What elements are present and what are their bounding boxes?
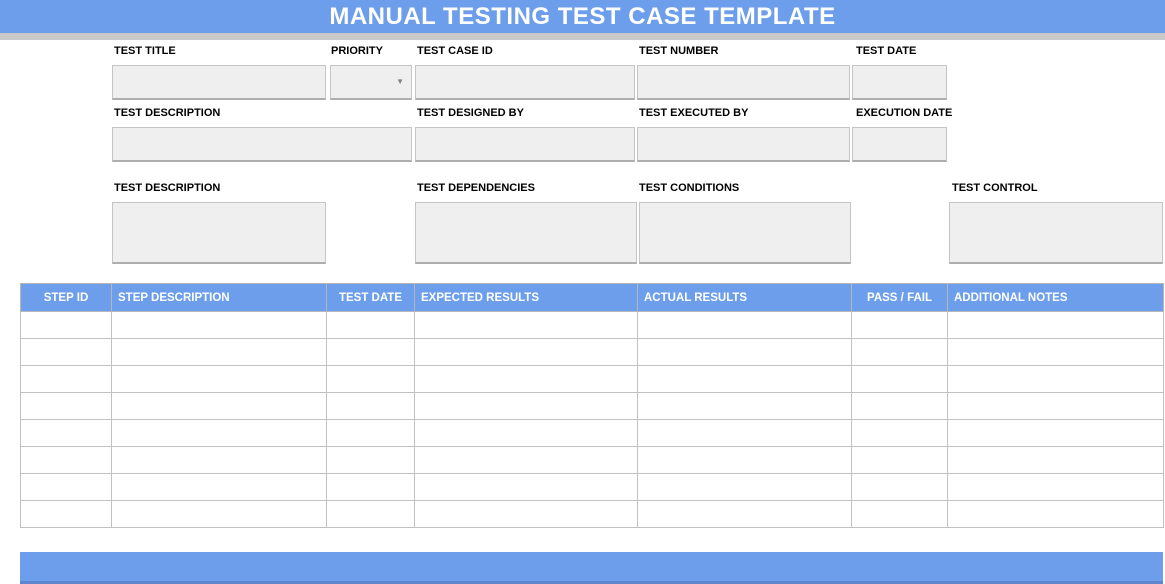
table-cell[interactable]: [112, 339, 327, 366]
test-number-field[interactable]: [637, 65, 850, 100]
table-cell[interactable]: [948, 366, 1164, 393]
table-cell[interactable]: [21, 420, 112, 447]
table-cell[interactable]: [852, 393, 948, 420]
table-row: [21, 420, 1164, 447]
dropdown-arrow-icon[interactable]: ▼: [396, 77, 404, 86]
table-cell[interactable]: [112, 420, 327, 447]
table-cell[interactable]: [852, 447, 948, 474]
test-designed-by-field[interactable]: [415, 127, 635, 162]
table-header-row: [21, 284, 1164, 312]
table-cell[interactable]: [21, 312, 112, 339]
table-cell[interactable]: [415, 339, 638, 366]
table-cell[interactable]: [638, 366, 852, 393]
page-title: MANUAL TESTING TEST CASE TEMPLATE: [329, 2, 836, 30]
test-control-label: TEST CONTROL: [952, 182, 1038, 194]
table-cell[interactable]: [948, 501, 1164, 528]
test-conditions-label: TEST CONDITIONS: [639, 182, 740, 194]
table-cell[interactable]: [21, 366, 112, 393]
test-date-field[interactable]: [852, 65, 947, 100]
table-cell[interactable]: [638, 447, 852, 474]
table-cell[interactable]: [852, 501, 948, 528]
table-row: [21, 447, 1164, 474]
table-cell[interactable]: [327, 447, 415, 474]
table-cell[interactable]: [948, 339, 1164, 366]
test-dependencies-field[interactable]: [415, 202, 637, 264]
table-row: [21, 312, 1164, 339]
table-cell[interactable]: [948, 420, 1164, 447]
col-header-additional-notes: ADDITIONAL NOTES: [948, 284, 1164, 312]
test-description-label: TEST DESCRIPTION: [114, 107, 221, 119]
execution-date-label: EXECUTION DATE: [856, 107, 953, 119]
table-cell[interactable]: [21, 474, 112, 501]
col-header-test-date: TEST DATE: [327, 284, 415, 312]
steps-table: [20, 283, 1164, 528]
table-cell[interactable]: [948, 474, 1164, 501]
table-cell[interactable]: [852, 312, 948, 339]
bottom-accent-bar: [20, 552, 1163, 584]
table-cell[interactable]: [112, 474, 327, 501]
table-cell[interactable]: [327, 393, 415, 420]
table-cell[interactable]: [415, 474, 638, 501]
table-cell[interactable]: [327, 420, 415, 447]
table-row: [21, 474, 1164, 501]
table-cell[interactable]: [21, 393, 112, 420]
priority-dropdown[interactable]: [330, 65, 412, 100]
table-row: [21, 393, 1164, 420]
table-cell[interactable]: [112, 501, 327, 528]
test-case-id-label: TEST CASE ID: [417, 45, 493, 57]
test-case-id-field[interactable]: [415, 65, 635, 100]
table-cell[interactable]: [21, 339, 112, 366]
table-cell[interactable]: [112, 393, 327, 420]
table-row: [21, 501, 1164, 528]
table-cell[interactable]: [415, 447, 638, 474]
table-cell[interactable]: [638, 501, 852, 528]
table-cell[interactable]: [415, 366, 638, 393]
test-description2-field[interactable]: [112, 202, 326, 264]
table-cell[interactable]: [415, 312, 638, 339]
table-cell[interactable]: [21, 447, 112, 474]
table-cell[interactable]: [638, 420, 852, 447]
table-cell[interactable]: [415, 420, 638, 447]
table-cell[interactable]: [852, 474, 948, 501]
col-header-expected-results: EXPECTED RESULTS: [415, 284, 638, 312]
table-row: [21, 339, 1164, 366]
test-description-field[interactable]: [112, 127, 412, 162]
test-title-field[interactable]: [112, 65, 326, 100]
table-cell[interactable]: [327, 474, 415, 501]
table-cell[interactable]: [948, 393, 1164, 420]
test-executed-by-label: TEST EXECUTED BY: [639, 107, 749, 119]
title-bar-shadow: [0, 33, 1165, 40]
table-cell[interactable]: [327, 501, 415, 528]
table-cell[interactable]: [112, 312, 327, 339]
col-header-step-description: STEP DESCRIPTION: [112, 284, 327, 312]
test-designed-by-label: TEST DESIGNED BY: [417, 107, 524, 119]
table-cell[interactable]: [415, 501, 638, 528]
table-cell[interactable]: [638, 312, 852, 339]
table-cell[interactable]: [112, 447, 327, 474]
table-cell[interactable]: [415, 393, 638, 420]
table-cell[interactable]: [327, 339, 415, 366]
test-number-label: TEST NUMBER: [639, 45, 719, 57]
col-header-actual-results: ACTUAL RESULTS: [638, 284, 852, 312]
test-title-label: TEST TITLE: [114, 45, 176, 57]
title-bar: [0, 0, 1165, 33]
test-executed-by-field[interactable]: [637, 127, 850, 162]
table-cell[interactable]: [327, 366, 415, 393]
table-cell[interactable]: [852, 366, 948, 393]
table-cell[interactable]: [852, 420, 948, 447]
test-conditions-field[interactable]: [639, 202, 851, 264]
test-description2-label: TEST DESCRIPTION: [114, 182, 221, 194]
table-cell[interactable]: [638, 474, 852, 501]
test-control-field[interactable]: [949, 202, 1163, 264]
test-date-label: TEST DATE: [856, 45, 917, 57]
table-cell[interactable]: [638, 393, 852, 420]
col-header-step-id: STEP ID: [21, 284, 112, 312]
table-cell[interactable]: [638, 339, 852, 366]
steps-table-body: [21, 312, 1164, 528]
execution-date-field[interactable]: [852, 127, 947, 162]
table-cell[interactable]: [852, 339, 948, 366]
col-header-pass-fail: PASS / FAIL: [852, 284, 948, 312]
table-cell[interactable]: [948, 447, 1164, 474]
priority-label: PRIORITY: [331, 45, 383, 57]
table-cell[interactable]: [948, 312, 1164, 339]
test-dependencies-label: TEST DEPENDENCIES: [417, 182, 535, 194]
table-cell[interactable]: [21, 501, 112, 528]
table-row: [21, 366, 1164, 393]
table-cell[interactable]: [327, 312, 415, 339]
table-cell[interactable]: [112, 366, 327, 393]
